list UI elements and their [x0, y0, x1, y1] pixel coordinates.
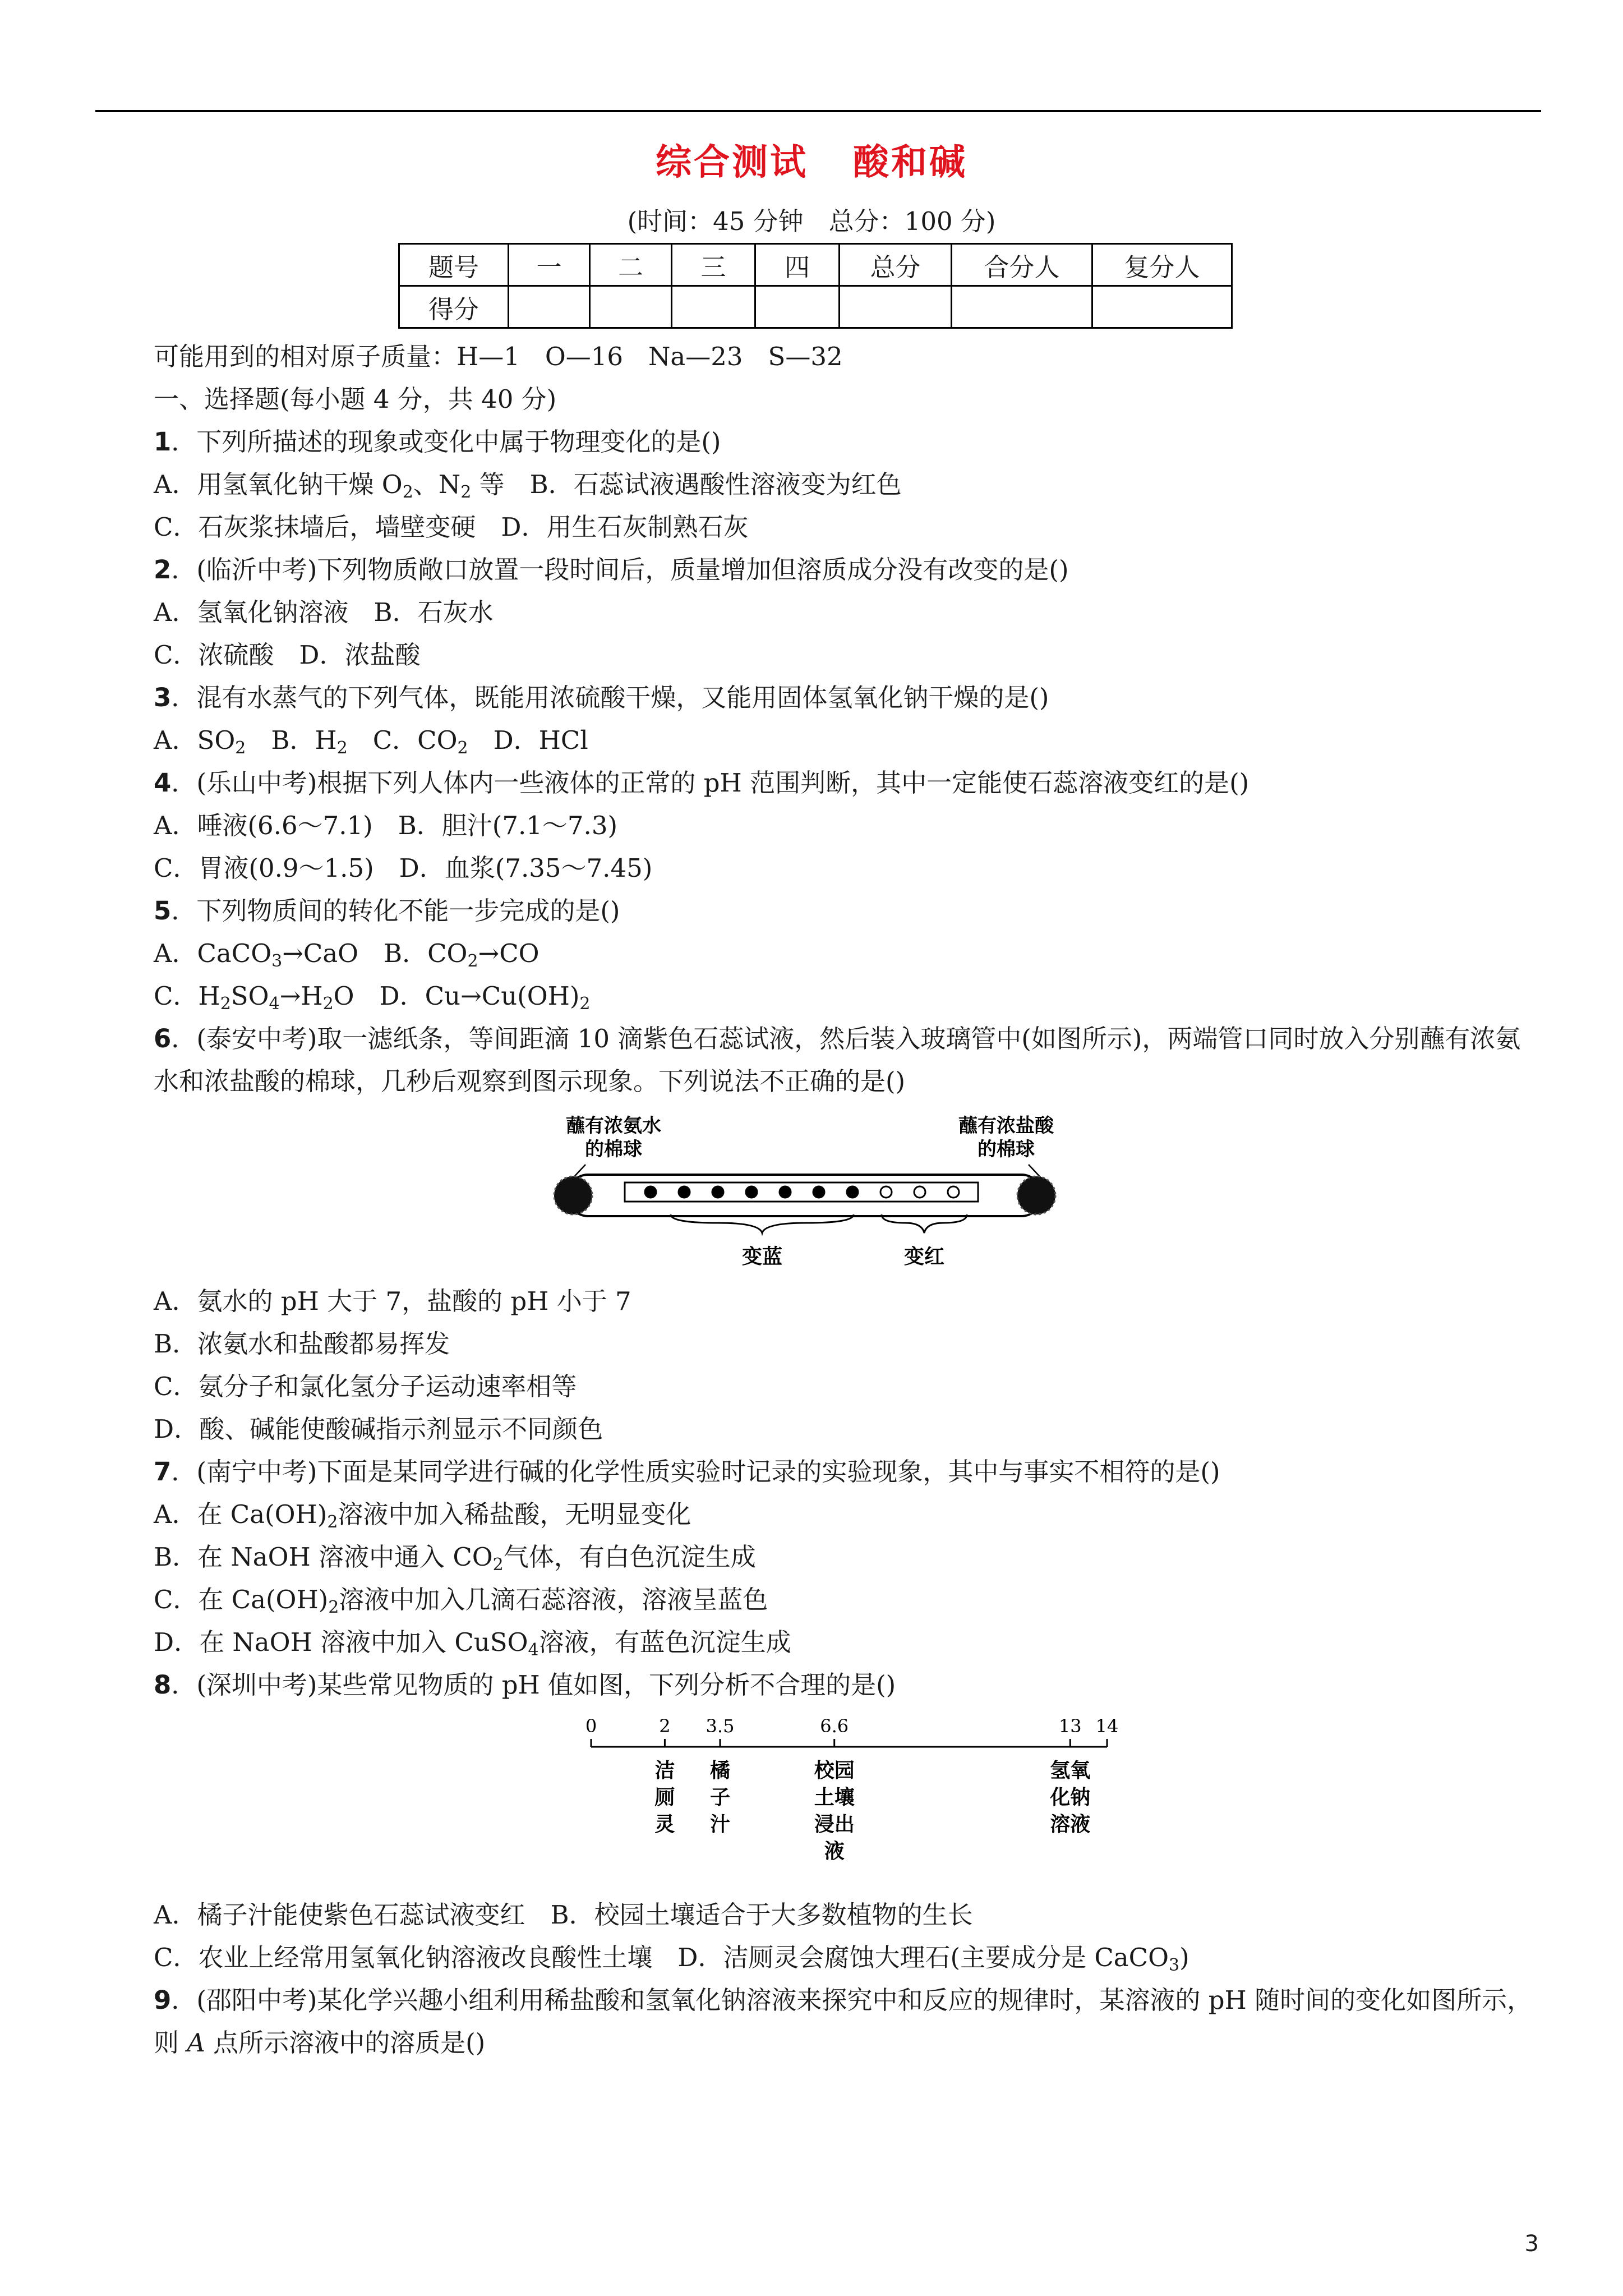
option-text: 溶液中加入稀盐酸，无明显变化 [338, 1499, 691, 1529]
question-stem: 点所示溶液中的溶质是() [205, 2028, 486, 2058]
question-stem: ．下列物质间的转化不能一步完成的是() [171, 896, 620, 926]
question-7 [154, 1451, 1541, 1493]
score-table-header-row [399, 244, 1232, 286]
question-number: 1 [154, 427, 172, 457]
option-text: B．H [246, 725, 337, 755]
ph-ticks [585, 1715, 1119, 1747]
blue-drop [847, 1186, 858, 1198]
option-text: C．在 Ca(OH) [154, 1585, 329, 1614]
question-1 [154, 421, 1541, 463]
score-entry-cell[interactable] [672, 286, 755, 328]
question-number: 8 [154, 1670, 172, 1700]
test-info: (时间：45 分钟 总分：100 分) [627, 206, 996, 236]
subscript: 2 [457, 738, 468, 758]
option-text: C．H [154, 981, 220, 1011]
section-heading: 一、选择题(每小题 4 分，共 40 分) [154, 384, 557, 414]
page-title [0, 134, 1623, 185]
option-line [154, 1579, 1541, 1621]
blue-drop [813, 1186, 824, 1198]
blue-drop [780, 1186, 791, 1198]
option-line: B．浓氨水和盐酸都易挥发 [154, 1329, 450, 1359]
option-text: 溶液中加入几滴石蕊溶液，溶液呈蓝色 [339, 1585, 768, 1614]
option-line: C．石灰浆抹墙后，墙壁变硬 D．用生石灰制熟石灰 [154, 512, 749, 542]
subscript: 2 [492, 1555, 504, 1575]
score-cell: 合分人 [952, 244, 1092, 286]
ph-tick-label: 14 [1095, 1715, 1119, 1737]
option-line: C．氨分子和氯化氢分子运动速率相等 [154, 1372, 577, 1401]
ph-substance-label: 氢氧 [1050, 1759, 1091, 1782]
ph-substance-label: 溶液 [1050, 1812, 1091, 1836]
left-cotton-ball [554, 1176, 592, 1214]
subscript: 2 [235, 738, 246, 758]
question-stem: ．(邵阳中考)某化学兴趣小组利用稀盐酸和氢氧化钠溶液来探究中和反应的规律时，某溶液的 pH 随时间的变化如图所示，则 [154, 1985, 1533, 2058]
score-cell: 二 [590, 244, 672, 286]
blue-drop [712, 1186, 723, 1198]
option-text: A．SO [154, 725, 236, 755]
question-stem: ．(临沂中考)下列物质敞口放置一段时间后，质量增加但溶质成分没有改变的是() [171, 555, 1069, 585]
point-label: A [187, 2028, 205, 2058]
question-3 [154, 677, 1541, 719]
ph-substance-label: 子 [709, 1786, 731, 1809]
option-text: C．CO [347, 725, 458, 755]
option-text: →CO [478, 938, 540, 968]
red-drop [948, 1186, 959, 1198]
ph-scale-diagram [569, 1714, 1129, 1888]
question-number: 4 [154, 768, 172, 798]
score-cell: 题号 [399, 244, 509, 286]
question-5 [154, 890, 1541, 932]
red-label: 变红 [903, 1245, 945, 1268]
option-text: A．CaCO [154, 938, 272, 968]
subscript: 2 [328, 1598, 339, 1617]
score-cell: 总分 [840, 244, 952, 286]
ph-substance-label: 厕 [654, 1786, 675, 1809]
ph-tick-label: 2 [659, 1715, 671, 1737]
option-text: B．在 NaOH 溶液中通入 CO [154, 1542, 493, 1572]
ph-substance-label: 橘 [709, 1759, 731, 1782]
title-sub: 酸和碱 [853, 141, 967, 183]
question-8 [154, 1664, 1541, 1706]
right-label-line2: 的棉球 [978, 1138, 1035, 1161]
question-2 [154, 549, 1541, 591]
option-line: C．胃液(0.9～1.5) D．血浆(7.35～7.45) [154, 853, 653, 883]
ph-tick-label: 0 [585, 1715, 597, 1737]
score-entry-cell[interactable] [840, 286, 952, 328]
subscript: 3 [1168, 1955, 1180, 1975]
question-4 [154, 762, 1541, 804]
blue-label: 变蓝 [741, 1245, 783, 1268]
option-text: SO [230, 981, 269, 1011]
score-cell: 复分人 [1092, 244, 1232, 286]
score-entry-cell[interactable] [509, 286, 590, 328]
question-stem: ．(乐山中考)根据下列人体内一些液体的正常的 pH 范围判断，其中一定能使石蕊溶液变红的是() [171, 768, 1249, 798]
option-text: →H [279, 981, 323, 1011]
subscript: 2 [220, 994, 231, 1014]
page-number: 3 [1524, 2231, 1539, 2257]
ph-substance-label: 洁 [654, 1759, 675, 1782]
score-entry-cell[interactable] [590, 286, 672, 328]
blue-drop [746, 1186, 757, 1198]
option-line: D．酸、碱能使酸碱指示剂显示不同颜色 [154, 1414, 603, 1444]
option-text: 等 B．石蕊试液遇酸性溶液变为红色 [471, 470, 902, 499]
ph-substance-label: 化钠 [1050, 1786, 1091, 1809]
question-number: 5 [154, 896, 172, 926]
option-text: 气体，有白色沉淀生成 [503, 1542, 756, 1572]
option-text: A．在 Ca(OH) [154, 1499, 328, 1529]
option-text: 、N [413, 470, 461, 499]
score-entry-cell[interactable] [755, 286, 840, 328]
option-text: D．在 NaOH 溶液中加入 CuSO [154, 1627, 528, 1657]
question-number: 7 [154, 1457, 172, 1487]
option-text: D．HCl [468, 725, 588, 755]
question-6 [154, 1018, 1541, 1103]
option-text: A．用氢氧化钠干燥 O [154, 470, 403, 499]
subscript: 2 [327, 1512, 338, 1532]
question-number: 6 [154, 1024, 172, 1053]
option-text: 溶液，有蓝色沉淀生成 [538, 1627, 791, 1657]
option-text: C．农业上经常用氢氧化钠溶液改良酸性土壤 D．洁厕灵会腐蚀大理石(主要成分是 CaCO [154, 1943, 1169, 1972]
option-line [154, 1536, 1541, 1579]
option-line [154, 463, 1541, 506]
atomic-masses: 可能用到的相对原子质量：H—1 O—16 Na—23 S—32 [154, 342, 843, 371]
blue-drop [645, 1186, 656, 1198]
score-cell: 一 [509, 244, 590, 286]
question-number: 2 [154, 555, 172, 585]
score-entry-cell[interactable] [1092, 286, 1232, 328]
subscript: 2 [336, 738, 348, 758]
question-9 [154, 1979, 1541, 2064]
glass-tube-diagram [552, 1111, 1225, 1274]
ph-substance-label: 汁 [709, 1812, 731, 1836]
option-line [154, 975, 1541, 1018]
question-stem: ．(南宁中考)下面是某同学进行碱的化学性质实验时记录的实验现象，其中与事实不相符的是() [171, 1457, 1220, 1487]
ph-substance-label: 灵 [654, 1812, 675, 1836]
subscript: 2 [467, 951, 478, 971]
subscript: 4 [528, 1640, 539, 1660]
option-line: A．唾液(6.6～7.1) B．胆汁(7.1～7.3) [154, 811, 618, 840]
subscript: 4 [269, 994, 280, 1014]
question-number: 9 [154, 1985, 172, 2015]
blue-drop [679, 1186, 690, 1198]
score-table-score-row [399, 286, 1232, 328]
ph-substance-labels [654, 1759, 1090, 1863]
subscript: 2 [322, 994, 334, 1014]
option-line: A．氨水的 pH 大于 7，盐酸的 pH 小于 7 [154, 1286, 631, 1316]
right-cotton-ball [1017, 1176, 1055, 1214]
subscript: 2 [579, 994, 591, 1014]
questions [154, 335, 1541, 2064]
ph-substance-label: 浸出 [814, 1812, 855, 1836]
question-stem: ．(深圳中考)某些常见物质的 pH 值如图，下列分析不合理的是() [171, 1670, 896, 1700]
subscript: 2 [460, 482, 472, 502]
header-rule [95, 110, 1541, 112]
option-text: O D．Cu→Cu(OH) [333, 981, 580, 1011]
ph-scale-figure [569, 1714, 1129, 1888]
red-drop [914, 1186, 925, 1198]
question-stem: ．下列所描述的现象或变化中属于物理变化的是() [171, 427, 721, 457]
ph-tick-label: 13 [1058, 1715, 1082, 1737]
option-line [154, 719, 1541, 762]
option-line [154, 1493, 1541, 1536]
score-entry-cell[interactable] [952, 286, 1092, 328]
ph-substance-label: 校园 [814, 1759, 855, 1782]
option-line: C．浓硫酸 D．浓盐酸 [154, 640, 421, 670]
subscript: 3 [271, 951, 283, 971]
option-line: A．橘子汁能使紫色石蕊试液变红 B．校园土壤适合于大多数植物的生长 [154, 1900, 973, 1930]
score-table [398, 243, 1233, 329]
ph-substance-label: 液 [824, 1839, 845, 1863]
option-line [154, 932, 1541, 975]
ph-tick-label: 3.5 [706, 1715, 735, 1737]
option-line [154, 1936, 1541, 1979]
score-cell: 得分 [399, 286, 509, 328]
question-number: 3 [154, 683, 172, 712]
right-label-line1: 蘸有浓盐酸 [958, 1115, 1054, 1137]
score-cell: 四 [755, 244, 840, 286]
score-cell: 三 [672, 244, 755, 286]
option-text: →CaO B．CO [282, 938, 468, 968]
glass-tube-figure [552, 1111, 1225, 1274]
option-line [154, 1621, 1541, 1664]
option-text: ) [1179, 1943, 1189, 1972]
question-stem: ．混有水蒸气的下列气体，既能用浓硫酸干燥，又能用固体氢氧化钠干燥的是() [171, 683, 1049, 712]
red-drop [880, 1186, 892, 1198]
left-label-line1: 蘸有浓氨水 [566, 1115, 661, 1137]
title-main: 综合测试 [656, 141, 808, 183]
subscript: 2 [402, 482, 413, 502]
option-line: A．氢氧化钠溶液 B．石灰水 [154, 597, 494, 627]
ph-tick-label: 6.6 [820, 1715, 849, 1737]
left-label-line2: 的棉球 [585, 1138, 642, 1161]
question-stem: ．(泰安中考)取一滤纸条，等间距滴 10 滴紫色石蕊试液，然后装入玻璃管中(如图所示)，两端管口同时放入分别蘸有浓氨水和浓盐酸的棉球，几秒后观察到图示现象。下列说法不正确的是() [154, 1024, 1521, 1096]
ph-substance-label: 土壤 [814, 1786, 855, 1809]
